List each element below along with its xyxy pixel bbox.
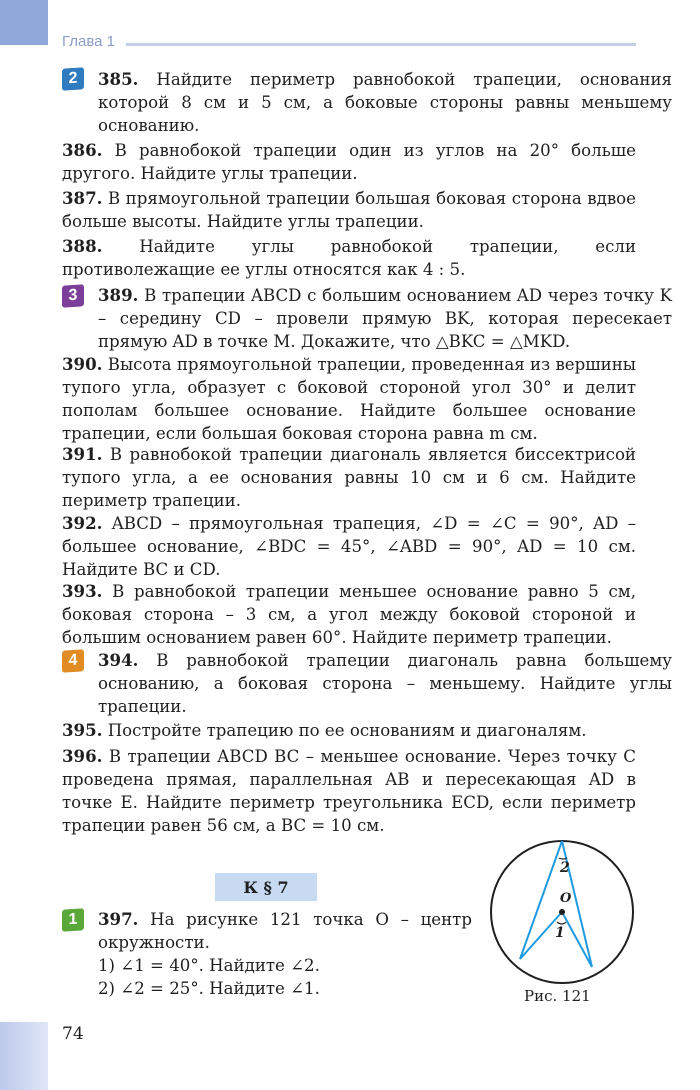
- chord-left: [520, 841, 562, 959]
- problem-396: 396. В трапеции ABCD BC – меньшее основание. Через точку C проведена прямая, параллельная AB и пересекающая AD в точке E. Найдите периметр треугольника ECD, если периметр трапеции равен 56 см, а BC = 10 см.: [62, 746, 637, 835]
- header-rule: [126, 43, 636, 46]
- difficulty-level-1-icon: 1: [62, 908, 84, 932]
- problem-387: 387. В прямоугольной трапеции большая боковая сторона вдвое больше высоты. Найдите углы трапеции.: [62, 188, 636, 231]
- corner-decoration: [0, 0, 48, 45]
- label-angle-2: 2: [560, 860, 570, 876]
- center-point: [559, 909, 565, 915]
- problem-397-item-1: 1) ∠1 = 40°. Найдите ∠2.: [98, 956, 320, 975]
- section-tag: К § 7: [215, 873, 317, 901]
- problem-397: 397. На рисунке 121 точка O – центр окружности. 1) ∠1 = 40°. Найдите ∠2. 2) ∠2 = 25°. Найдите ∠1.: [98, 909, 472, 998]
- angle-1-arc: [557, 922, 566, 924]
- label-angle-1: 1: [555, 925, 565, 941]
- figure-caption: Рис. 121: [524, 987, 591, 1005]
- page-number: 74: [62, 1024, 84, 1044]
- chapter-label: Глава 1: [62, 33, 116, 50]
- problem-390: 390. Высота прямоугольной трапеции, проведенная из вершины тупого угла, образует с боковой стороной угол 30° и делит пополам большее основание. Найдите большее основание трапеции, если большая боковая сторона равна m см.: [62, 354, 636, 443]
- problem-393: 393. В равнобокой трапеции меньшее основание равно 5 см, боковая сторона – 3 см, а угол между боковой стороной и большим основанием равен 60°. Найдите периметр трапеции.: [62, 581, 636, 647]
- problem-386: 386. В равнобокой трапеции один из углов на 20° больше другого. Найдите углы трапеции.: [62, 140, 636, 183]
- problem-391: 391. В равнобокой трапеции диагональ является биссектрисой тупого угла, а ее основания равны 10 см и 6 см. Найдите периметр трапеции.: [62, 444, 636, 510]
- problem-394: 394. В равнобокой трапеции диагональ равна большему основанию, а боковая сторона – меньшему. Найдите углы трапеции.: [98, 650, 672, 716]
- problem-389: 389. В трапеции ABCD с большим основанием AD через точку K – середину CD – провели прямую BK, которая пересекает прямую AD в точке M. Докажите, что △BKC = △MKD.: [98, 285, 673, 351]
- problem-388: 388. Найдите углы равнобокой трапеции, если противолежащие ее углы относятся как 4 : 5.: [62, 236, 637, 279]
- problem-385: 385. Найдите периметр равнобокой трапеции, основания которой 8 см и 5 см, а боковые стороны равны меньшему основанию.: [98, 69, 672, 135]
- problem-392: 392. ABCD – прямоугольная трапеция, ∠D = ∠C = 90°, AD – большее основание, ∠BDC = 45°, ∠ABD = 90°, AD = 10 см. Найдите BC и CD.: [62, 513, 636, 579]
- label-o: O: [560, 891, 572, 906]
- difficulty-level-2-icon: 2: [62, 67, 84, 91]
- difficulty-level-4-icon: 4: [62, 649, 84, 673]
- figure-121: [489, 836, 635, 988]
- problem-397-item-2: 2) ∠2 = 25°. Найдите ∠1.: [98, 979, 320, 998]
- problem-395: 395. Постройте трапецию по ее основаниям и диагоналям.: [62, 720, 587, 740]
- difficulty-level-3-icon: 3: [62, 284, 84, 308]
- angle-2-arc: [559, 858, 567, 859]
- footer-decoration: [0, 1022, 48, 1090]
- radius-right: [562, 912, 592, 967]
